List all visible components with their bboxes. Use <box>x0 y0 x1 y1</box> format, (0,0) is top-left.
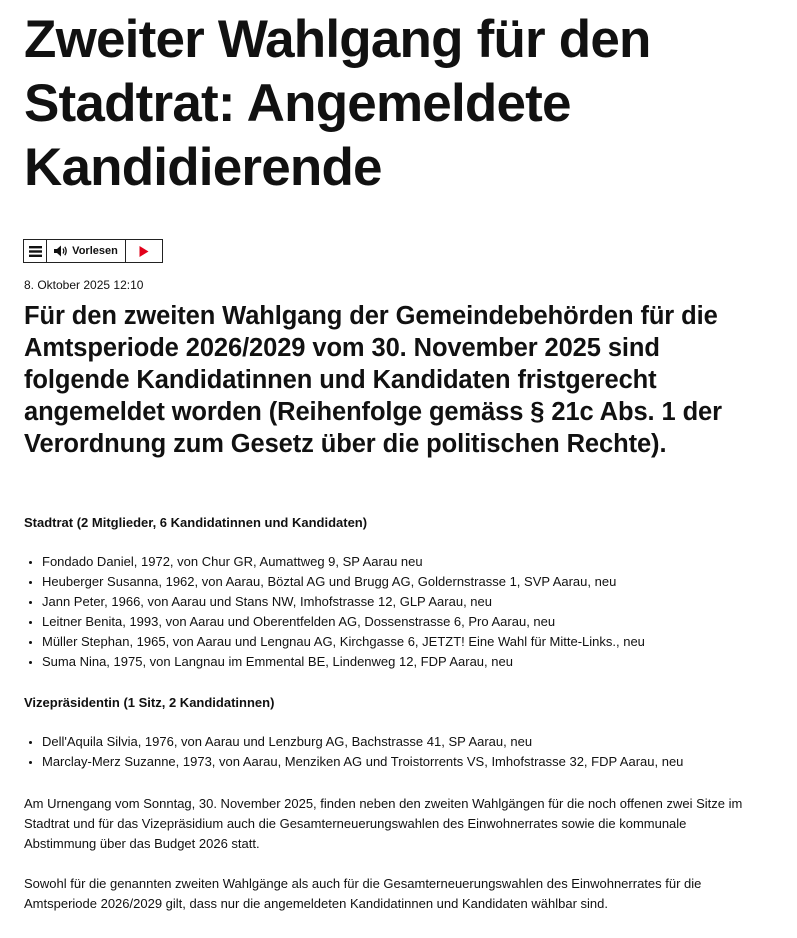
list-item: • Suma Nina, 1975, von Langnau im Emmental BE, Lindenweg 12, FDP Aarau, neu <box>42 652 797 672</box>
stadtrat-candidate-list <box>24 552 797 672</box>
menu-button[interactable] <box>23 239 46 263</box>
list-item: • Leitner Benita, 1993, von Aarau und Oberentfelden AG, Dossenstrasse 6, Pro Aarau, neu <box>42 612 797 632</box>
list-item: • Müller Stephan, 1965, von Aarau und Lengnau AG, Kirchgasse 6, JETZT! Eine Wahl für Mitte-Links., neu <box>42 632 797 652</box>
vize-heading: Vizepräsidentin (1 Sitz, 2 Kandidatinnen) <box>24 695 275 710</box>
read-aloud-label: Vorlesen <box>72 245 118 257</box>
body-paragraph: Sowohl für die genannten zweiten Wahlgänge als auch für die Gesamterneuerungswahlen des Einwohnerrates für die Amtsperiode 2026/2029 gilt, dass nur die angemeldeten Kandidatinnen und Kandidaten wählbar sind. <box>24 876 702 911</box>
publish-date: 8. Oktober 2025 12:10 <box>24 278 144 292</box>
play-icon <box>139 246 149 257</box>
list-item: • Dell'Aquila Silvia, 1976, von Aarau und Lenzburg AG, Bachstrasse 41, SP Aarau, neu <box>42 732 797 752</box>
page-title: Zweiter Wahlgang für den Stadtrat: Angemeldete Kandidierende <box>24 10 651 197</box>
read-aloud-toolbar <box>23 239 163 263</box>
list-item: • Fondado Daniel, 1972, von Chur GR, Aumattweg 9, SP Aarau neu <box>42 552 797 572</box>
stadtrat-heading: Stadtrat (2 Mitglieder, 6 Kandidatinnen und Kandidaten) <box>24 515 368 530</box>
speaker-icon <box>54 245 68 257</box>
vize-candidate-list <box>24 732 797 772</box>
lead-paragraph: Für den zweiten Wahlgang der Gemeindebehörden für die Amtsperiode 2026/2029 vom 30. November 2025 sind folgende Kandidatinnen und Kandidaten fristgerecht angemeldet worden (Reihenfolge gemäss § 21c Abs. 1 der Verordnung zum Gesetz über die politischen Rechte). <box>24 302 722 458</box>
menu-icon <box>29 246 42 257</box>
body-paragraph: Am Urnengang vom Sonntag, 30. November 2025, finden neben den zweiten Wahlgängen für die noch offenen zwei Sitze im Stadtrat und für das Vizepräsidium auch die Gesamterneuerungswahlen des Einwohnerrates sowie die kommunale Abstimmung über das Budget 2026 statt. <box>24 796 743 851</box>
list-item: • Heuberger Susanna, 1962, von Aarau, Böztal AG und Brugg AG, Goldernstrasse 1, SVP Aarau, neu <box>42 572 797 592</box>
list-item: • Jann Peter, 1966, von Aarau und Stans NW, Imhofstrasse 12, GLP Aarau, neu <box>42 592 797 612</box>
read-aloud-button[interactable] <box>46 239 125 263</box>
list-item: • Marclay-Merz Suzanne, 1973, von Aarau, Menziken AG und Troistorrents VS, Imhofstrasse 32, FDP Aarau, neu <box>42 752 797 772</box>
play-button[interactable] <box>125 239 163 263</box>
